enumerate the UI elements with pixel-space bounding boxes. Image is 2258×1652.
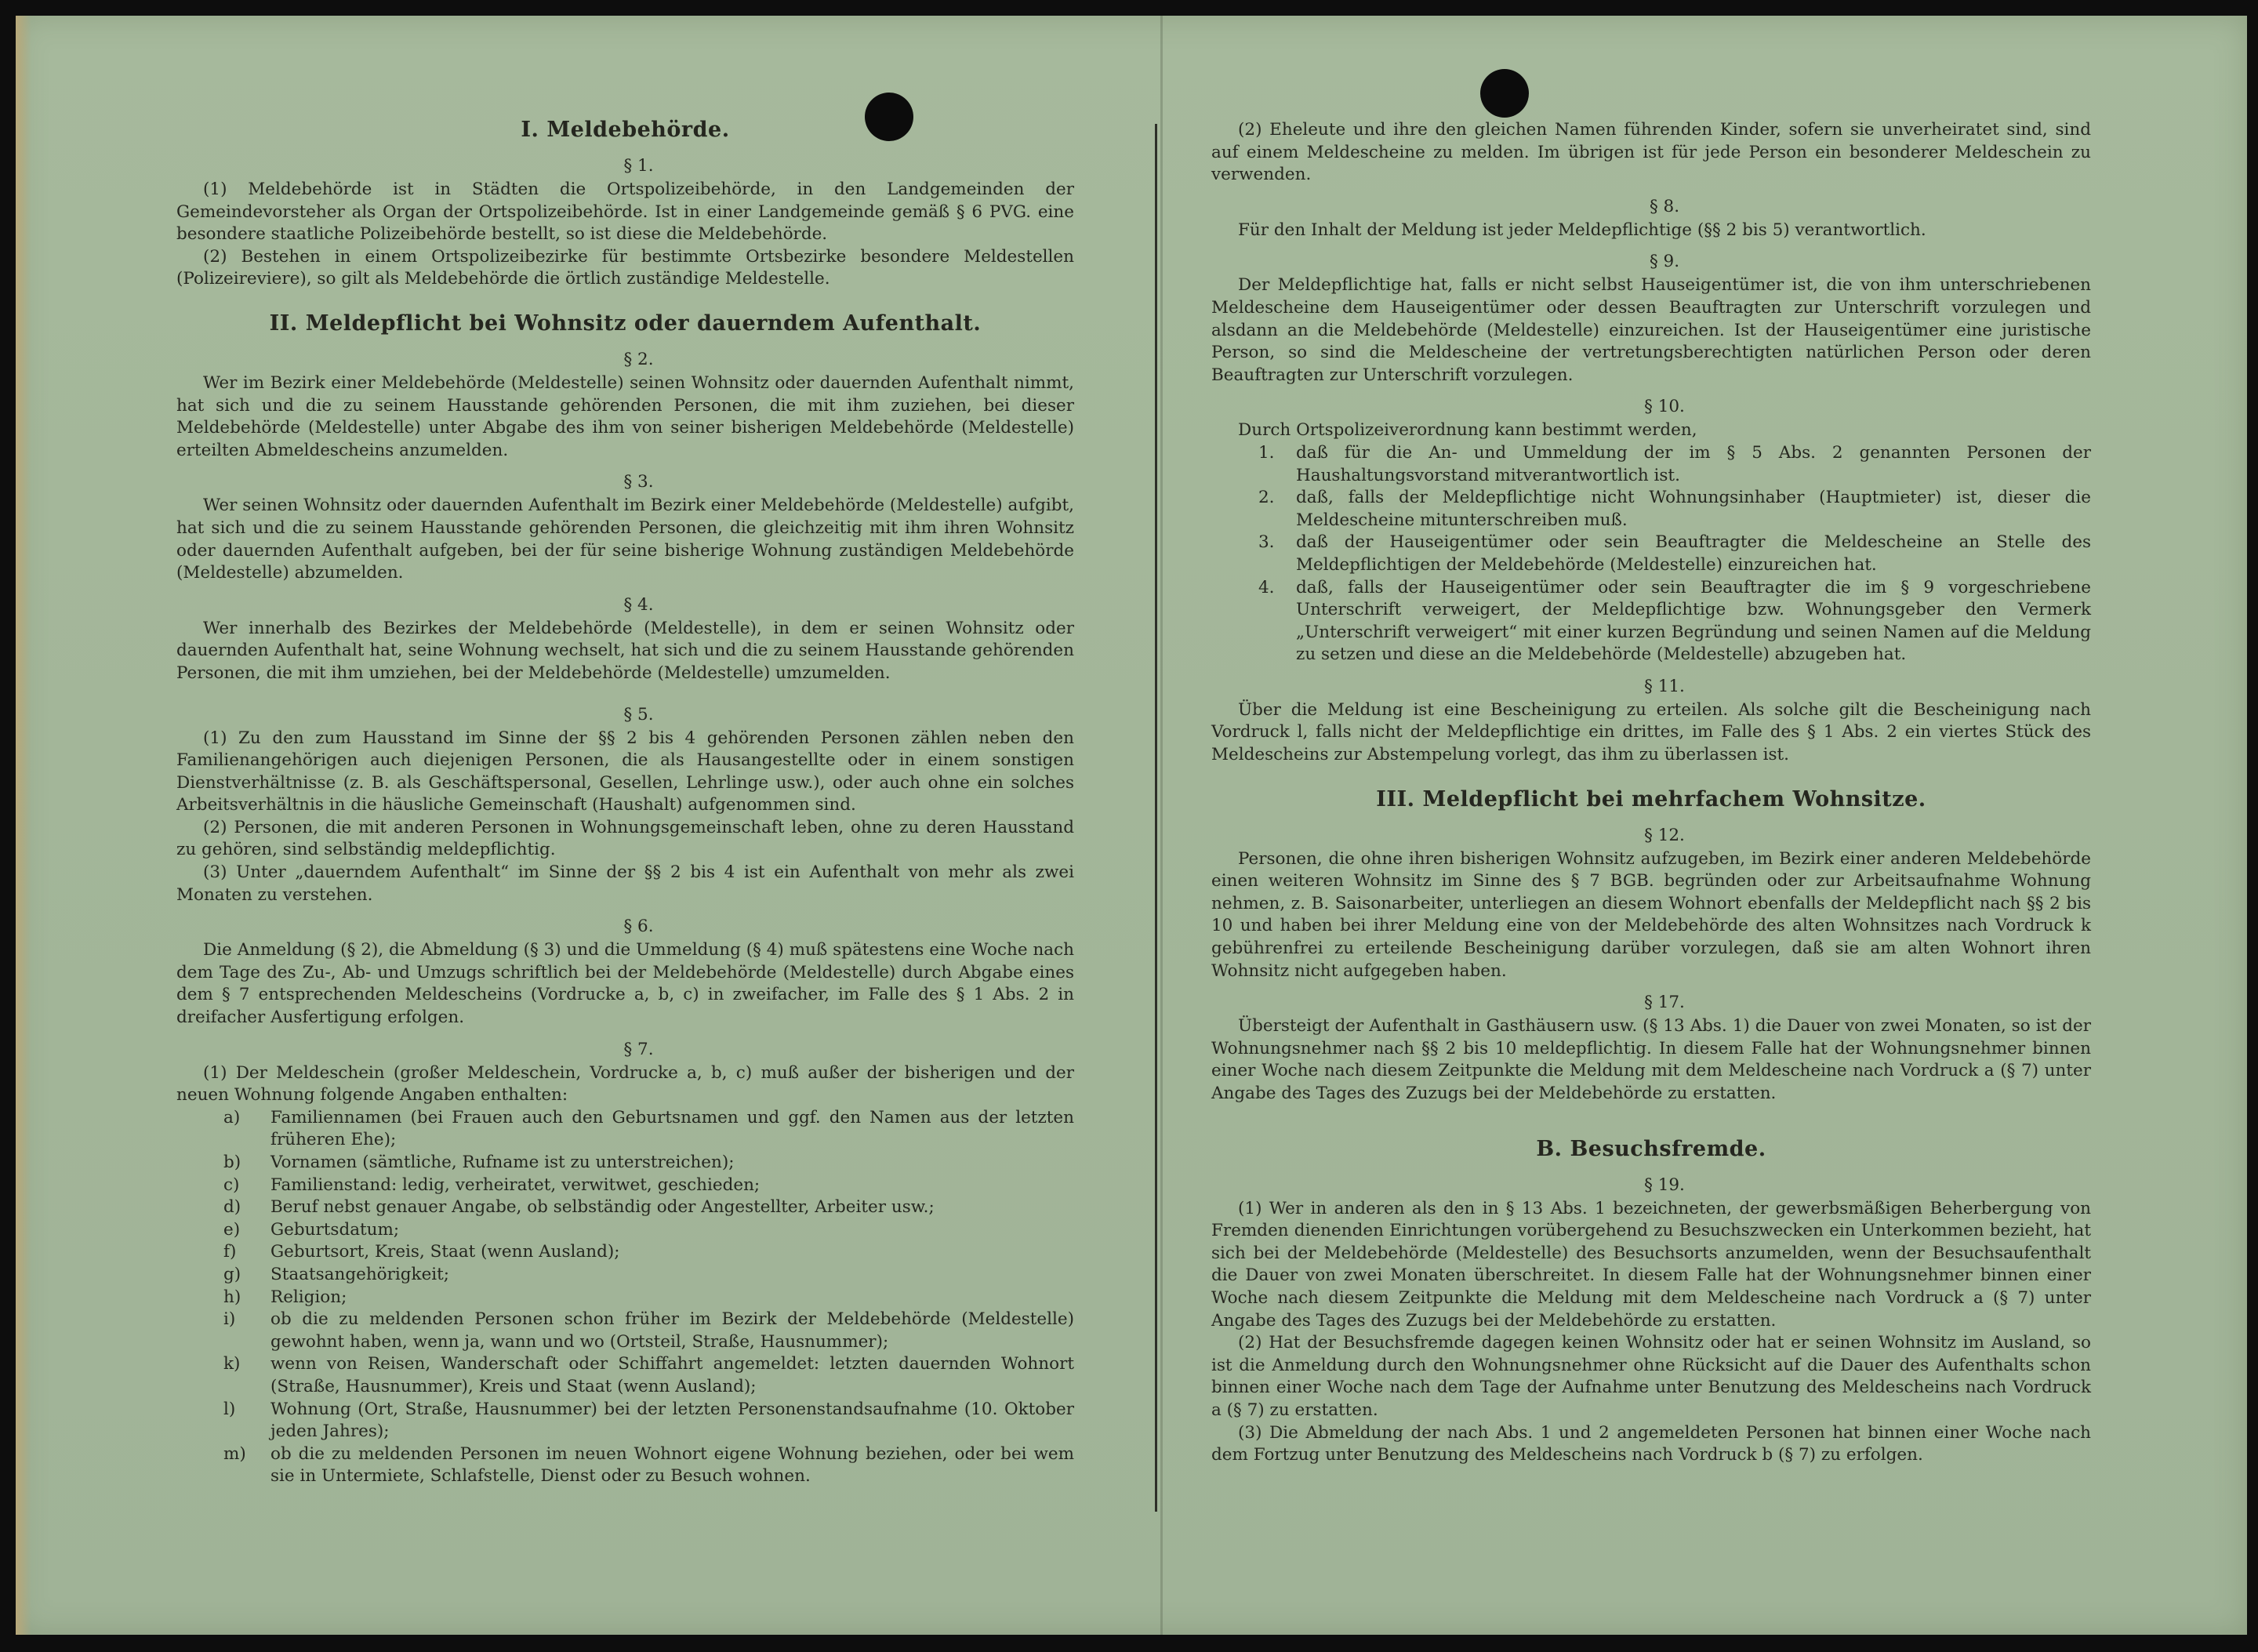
section-number: § 4. bbox=[623, 594, 654, 615]
list-item bbox=[1211, 532, 2091, 576]
item-label: m) bbox=[223, 1443, 246, 1464]
list-item bbox=[176, 1309, 1074, 1353]
paragraph: (1) Meldebehörde ist in Städten die Ortspolizeibehörde, in den Landgemeinden der Gemeindevorsteher als Organ der Ortspolizeibehörde. Ist in einer Landgemeinde gemäß § 6 PVG. eine besondere staatliche Polizeibehörde bestellt, so ist diese die Meldebehörde. bbox=[176, 180, 1074, 245]
list-item bbox=[176, 1443, 1074, 1488]
list-item bbox=[176, 1399, 1074, 1443]
paragraph: (1) Der Meldeschein (großer Meldeschein, Vordrucke a, b, c) muß außer der bisherigen und der neuen Wohnung folgende Angaben enthalten: bbox=[176, 1062, 1074, 1106]
heading-besuchsfremde: B. Besuchsfremde. bbox=[1536, 1136, 1766, 1161]
paragraph: (1) Wer in anderen als den in § 13 Abs. 1 bezeichneten, der gewerbsmäßigen Beherbergung von Fremden dienenden Einrichtungen vorübergehend zu Besuchszwecken ein Unterkommen bezieht, hat sich bei der Meldebehörde (Meldestelle) des Besuchsorts anzumelden, wenn der Besuchsaufenthalt die Dauer von zwei Monaten überschreitet. In diesem Falle hat der Wohnungsnehmer binnen einer Woche nach diesem Zeitpunkte die Meldung mit dem Meldescheine nach Vordruck a (§ 7) unter Angabe des Tages des Zuzugs bei der Meldebehörde zu erstatten. bbox=[1211, 1198, 2091, 1331]
list-item bbox=[176, 1107, 1074, 1152]
list-item bbox=[1211, 487, 2091, 532]
item-text: Religion; bbox=[270, 1287, 347, 1307]
paragraph: Der Meldepflichtige hat, falls er nicht selbst Hauseigentümer ist, die von ihm unterschriebenen Meldescheine dem Hauseigentümer oder dessen Beauftragten zur Unterschrift vorzulegen und alsdann an die Meldebehörde (Meldestelle) einzureichen. Ist der Hauseigentümer eine juristische Person, so sind die Meldescheine der vertretungsberechtigten natürlichen Person oder deren Beauftragten zur Unterschrift vorzulegen. bbox=[1211, 275, 2091, 385]
item-text: Vornamen (sämtliche, Rufname ist zu unterstreichen); bbox=[270, 1153, 735, 1172]
paragraph: (3) Unter „dauerndem Aufenthalt“ im Sinne der §§ 2 bis 4 ist ein Aufenthalt von mehr als zwei Monaten zu verstehen. bbox=[176, 862, 1074, 905]
right-column bbox=[1211, 119, 2091, 1467]
list-item bbox=[176, 1219, 1074, 1242]
item-label: b) bbox=[223, 1153, 241, 1172]
paragraph: (2) Bestehen in einem Ortspolizeibezirke für bestimmte Ortsbezirke besondere Meldestellen (Polizeireviere), so gilt als Meldebehörde die örtlich zuständige Meldestelle. bbox=[176, 246, 1074, 289]
section-number: § 6. bbox=[623, 917, 654, 937]
item-text: Staatsangehörigkeit; bbox=[270, 1264, 450, 1284]
list-item bbox=[1211, 442, 2091, 487]
section-number: § 7. bbox=[623, 1039, 654, 1059]
punch-hole bbox=[1480, 69, 1529, 118]
heading-meldebehoerde: I. Meldebehörde. bbox=[521, 118, 730, 142]
list-item bbox=[176, 1264, 1074, 1287]
section-number: § 3. bbox=[623, 472, 654, 492]
paragraph: (2) Eheleute und ihre den gleichen Namen führenden Kinder, sofern sie unverheiratet sind, sind auf einem Meldescheine zu melden. Im übrigen ist für jede Person ein besonderer Meldeschein zu verwenden. bbox=[1211, 120, 2091, 185]
item-text: Wohnung (Ort, Straße, Hausnummer) bei der letzten Personenstandsaufnahme (10. Oktober jeden Jahres); bbox=[270, 1399, 1074, 1442]
item-text: daß, falls der Hauseigentümer oder sein Beauftragter die im § 9 vorgeschriebene Unterschrift verweigert, der Meldepflichtige bzw. Wohnungsgeber den Vermerk „Unterschrift verweigert“ mit einer kurzen Begründung und seinen Namen auf die Meldung zu setzen und diese an die Meldebehörde (Meldestelle) abzugeben hat. bbox=[1296, 577, 2091, 665]
item-label: k) bbox=[223, 1354, 241, 1374]
document-sheet bbox=[16, 16, 2247, 1635]
item-label: e) bbox=[223, 1219, 241, 1240]
item-label: 2. bbox=[1258, 488, 1275, 508]
heading-meldepflicht-wohnsitz: II. Meldepflicht bei Wohnsitz oder dauerndem Aufenthalt. bbox=[269, 310, 982, 336]
item-text: daß der Hauseigentümer oder sein Beauftragter die Meldescheine an Stelle des Meldepflichtigen der Meldebehörde (Meldestelle) einzureichen hat. bbox=[1296, 532, 2091, 575]
section-number: § 2. bbox=[623, 349, 654, 369]
item-label: 1. bbox=[1258, 442, 1275, 463]
paragraph: (2) Hat der Besuchsfremde dagegen keinen Wohnsitz oder hat er seinen Wohnsitz im Ausland, so ist die Anmeldung durch den Wohnungsnehmer ohne Rücksicht auf die Dauer des Aufenthalts schon binnen einer Woche nach dem Tage der Aufnahme unter Benutzung des Meldescheins nach Vordruck a (§ 7) zu erstatten. bbox=[1211, 1333, 2091, 1420]
paragraph: Wer innerhalb des Bezirkes der Meldebehörde (Meldestelle), in dem er seinen Wohnsitz oder dauernden Aufenthalt hat, seine Wohnung wechselt, hat sich und die zu seinem Hausstande gehörenden Personen, die mit ihm umziehen, bei der Meldebehörde (Meldestelle) umzumelden. bbox=[176, 618, 1074, 683]
list-item bbox=[176, 1353, 1074, 1398]
left-column bbox=[176, 114, 1074, 1488]
item-text: ob die zu meldenden Personen im neuen Wohnort eigene Wohnung beziehen, oder bei wem sie in Untermiete, Schlafstelle, Dienst oder zu Besuch wohnen. bbox=[270, 1443, 1074, 1487]
item-label: c) bbox=[223, 1175, 240, 1195]
paragraph: Personen, die ohne ihren bisherigen Wohnsitz aufzugeben, im Bezirk einer anderen Meldebehörde einen weiteren Wohnsitz im Sinne des § 7 BGB. begründen oder zur Arbeitsaufnahme Wohnung nehmen, z. B. Saisonarbeiter, unterliegen an diesem Wohnort ebenfalls der Meldepflicht nach §§ 2 bis 10 und haben bei ihrer Meldung eine von der Meldebehörde des alten Wohnsitzes nach Vordruck k gebührenfrei zu erteilende Bescheinigung darüber vorzulegen, daß sie am alten Wohnort ihren Wohnsitz nicht aufgegeben haben. bbox=[1211, 848, 2091, 981]
ortspolizeiverordnung-list bbox=[1211, 442, 2091, 666]
column-divider bbox=[1155, 124, 1157, 1512]
item-label: g) bbox=[223, 1264, 241, 1284]
list-item bbox=[176, 1196, 1074, 1219]
item-text: daß, falls der Meldepflichtige nicht Wohnungsinhaber (Hauptmieter) ist, dieser die Meldescheine mitunterschreiben muß. bbox=[1296, 488, 2091, 530]
item-text: Familienstand: ledig, verheiratet, verwitwet, geschieden; bbox=[270, 1175, 761, 1195]
section-number: § 10. bbox=[1644, 397, 1685, 417]
item-label: 3. bbox=[1258, 532, 1275, 553]
section-number: § 12. bbox=[1644, 825, 1685, 845]
paragraph: (3) Die Abmeldung der nach Abs. 1 und 2 angemeldeten Personen hat binnen einer Woche nach dem Fortzug unter Benutzung des Meldescheins nach Vordruck b (§ 7) zu erfolgen. bbox=[1211, 1422, 2091, 1465]
section-number: § 9. bbox=[1649, 252, 1680, 272]
section-number: § 1. bbox=[623, 156, 654, 176]
paragraph: Die Anmeldung (§ 2), die Abmeldung (§ 3) und die Ummeldung (§ 4) muß spätestens eine Woche nach dem Tage des Zu-, Ab- und Umzugs schriftlich bei der Meldebehörde (Meldestelle) durch Abgabe eines dem § 7 entsprechenden Meldescheins (Vordrucke a, b, c) in zweifacher, im Falle des § 1 Abs. 2 in dreifacher Ausfertigung erfolgen. bbox=[176, 940, 1074, 1028]
list-item bbox=[176, 1287, 1074, 1309]
paragraph: Für den Inhalt der Meldung ist jeder Meldepflichtige (§§ 2 bis 5) verantwortlich. bbox=[1238, 220, 1926, 240]
paragraph: Über die Meldung ist eine Bescheinigung zu erteilen. Als solche gilt die Bescheinigung nach Vordruck l, falls nicht der Meldepflichtige ein drittes, im Falle des § 1 Abs. 2 ein viertes Stück des Meldescheins zur Abstempelung vorlegt, das ihm zu überlassen ist. bbox=[1211, 699, 2091, 765]
list-item bbox=[176, 1175, 1074, 1197]
item-label: a) bbox=[223, 1107, 241, 1127]
angaben-list bbox=[176, 1107, 1074, 1488]
paragraph: Durch Ortspolizeiverordnung kann bestimmt werden, bbox=[1238, 420, 1697, 441]
item-text: ob die zu meldenden Personen schon früher im Bezirk der Meldebehörde (Meldestelle) gewohnt haben, wenn ja, wann und wo (Ortsteil, Straße, Hausnummer); bbox=[270, 1309, 1074, 1352]
paragraph: (1) Zu den zum Hausstand im Sinne der §§ 2 bis 4 gehörenden Personen zählen neben den Familienangehörigen auch diejenigen Personen, die als Hausangestellte oder in einem sonstigen Dienstverhältnisse (z. B. als Geschäftspersonal, Gesellen, Lehrlinge usw.), oder auch ohne ein solches Arbeitsverhältnis in die häusliche Gemeinschaft (Haushalt) aufgenommen sind. bbox=[176, 728, 1074, 815]
item-text: Beruf nebst genauer Angabe, ob selbständig oder Angestellter, Arbeiter usw.; bbox=[270, 1197, 935, 1218]
section-number: § 19. bbox=[1644, 1175, 1685, 1195]
item-label: d) bbox=[223, 1197, 241, 1218]
list-item bbox=[176, 1241, 1074, 1264]
paragraph: (2) Personen, die mit anderen Personen in Wohnungsgemeinschaft leben, ohne zu deren Hausstand zu gehören, sind selbständig meldepflichtig. bbox=[176, 817, 1074, 860]
item-label: f) bbox=[223, 1242, 237, 1262]
item-text: Geburtsdatum; bbox=[270, 1219, 400, 1240]
item-label: h) bbox=[223, 1287, 241, 1307]
section-number: § 11. bbox=[1644, 676, 1685, 696]
section-number: § 8. bbox=[1649, 196, 1680, 216]
paragraph: Wer im Bezirk einer Meldebehörde (Meldestelle) seinen Wohnsitz oder dauernden Aufenthalt nimmt, hat sich und die zu seinem Hausstande gehörenden Personen, die mit ihm zuziehen, bei dieser Meldebehörde (Meldestelle) unter Abgabe des ihm von seiner bisherigen Meldebehörde (Meldestelle) erteilten Abmeldescheins anzumelden. bbox=[176, 372, 1074, 460]
center-fold bbox=[1160, 16, 1163, 1635]
item-text: Geburtsort, Kreis, Staat (wenn Ausland); bbox=[270, 1242, 620, 1262]
item-label: 4. bbox=[1258, 577, 1275, 597]
heading-mehrfacher-wohnsitz: III. Meldepflicht bei mehrfachem Wohnsitze. bbox=[1376, 786, 1926, 811]
item-text: wenn von Reisen, Wanderschaft oder Schiffahrt angemeldet: letzten dauernden Wohnort (Straße, Hausnummer), Kreis und Staat (wenn Ausland); bbox=[270, 1354, 1074, 1396]
paragraph: Übersteigt der Aufenthalt in Gasthäusern usw. (§ 13 Abs. 1) die Dauer von zwei Monaten, so ist der Wohnungsnehmer nach §§ 2 bis 10 meldepflichtig. In diesem Falle hat der Wohnungsnehmer binnen einer Woche nach diesem Zeitpunkte die Meldung mit dem Meldescheine nach Vordruck a (§ 7) unter Angabe des Tages des Zuzugs bei der Meldebehörde zu erstatten. bbox=[1211, 1016, 2091, 1103]
item-label: l) bbox=[223, 1399, 236, 1419]
section-number: § 5. bbox=[623, 704, 654, 724]
item-label: i) bbox=[223, 1309, 236, 1330]
list-item bbox=[1211, 577, 2091, 666]
section-number: § 17. bbox=[1644, 993, 1685, 1013]
item-text: daß für die An- und Ummeldung der im § 5 Abs. 2 genannten Personen der Haushaltungsvorstand mitverantwortlich ist. bbox=[1296, 442, 2091, 485]
paragraph: Wer seinen Wohnsitz oder dauernden Aufenthalt im Bezirk einer Meldebehörde (Meldestelle) aufgibt, hat sich und die zu seinem Hausstande gehörenden Personen, die gleichzeitig mit ihm ihren Wohnsitz oder dauernden Aufenthalt aufgeben, bei der für seine bisherige Wohnung zuständigen Meldebehörde (Meldestelle) abzumelden. bbox=[176, 496, 1074, 583]
item-text: Familiennamen (bei Frauen auch den Geburtsnamen und ggf. den Namen aus der letzten früheren Ehe); bbox=[270, 1107, 1074, 1150]
list-item bbox=[176, 1152, 1074, 1175]
